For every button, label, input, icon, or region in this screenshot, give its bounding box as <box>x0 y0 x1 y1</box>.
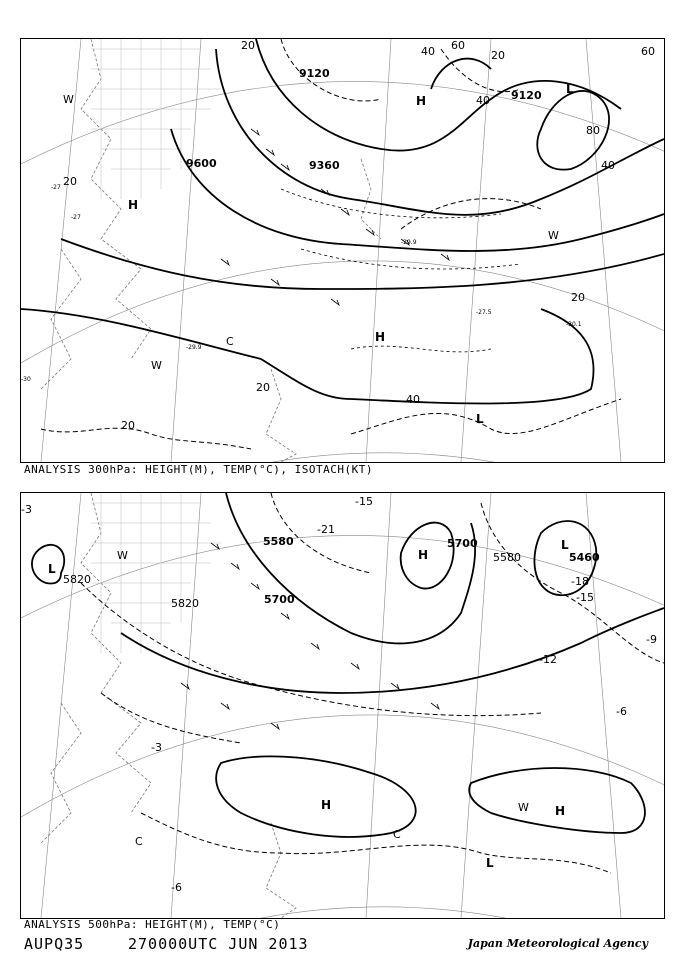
panel-caption: ANALYSIS 300hPa: HEIGHT(M), TEMP(°C), ISOTACH(KT) <box>24 463 374 476</box>
isotach-label: 20 <box>571 291 585 304</box>
pressure-center-low: L <box>486 856 494 870</box>
height-label: 5820 <box>171 597 199 610</box>
temperature-label: -6 <box>616 705 627 718</box>
height-contours <box>32 493 664 837</box>
cold-marker: C <box>393 828 401 841</box>
major-contours <box>21 309 594 403</box>
map-panel-500hpa <box>20 492 665 919</box>
temperature-label: -15 <box>576 591 594 604</box>
temperature-label: -3 <box>21 503 32 516</box>
isotach-label: 20 <box>491 49 505 62</box>
wind-barbs <box>221 129 449 305</box>
pressure-center-high: H <box>555 804 566 818</box>
temperature-label: -30 <box>21 376 31 383</box>
isotach-label: 60 <box>451 39 465 52</box>
isotherms <box>81 493 664 873</box>
height-label: 5580 <box>493 551 521 564</box>
isotach-label: 20 <box>63 175 77 188</box>
pressure-center-high: H <box>416 94 427 108</box>
temperature-label: -6 <box>171 881 182 894</box>
height-label: 9120 <box>299 67 330 80</box>
map-labels <box>21 495 657 894</box>
temperature-label: -27 <box>51 184 61 191</box>
panel-caption: ANALYSIS 500hPa: HEIGHT(M), TEMP(°C) <box>24 918 281 931</box>
temperature-label: -29.9 <box>186 344 202 351</box>
pressure-center-low: L <box>566 82 574 96</box>
pressure-center-low: L <box>476 412 484 426</box>
map-panel-300hpa <box>20 38 665 463</box>
height-label: 5820 <box>63 573 91 586</box>
warm-marker: W <box>117 549 128 562</box>
agency-name: Japan Meteorological Agency <box>467 937 648 950</box>
wind-barbs <box>181 543 439 729</box>
isotach-label: 80 <box>586 124 600 137</box>
isotach-label: 40 <box>601 159 615 172</box>
pressure-center-high: H <box>375 330 386 344</box>
temperature-label: -3 <box>151 741 162 754</box>
map-300hpa-svg <box>21 39 664 462</box>
temperature-label: -27 <box>71 214 81 221</box>
warm-marker: W <box>63 93 74 106</box>
land-grid <box>91 493 221 653</box>
height-label: 5700 <box>264 593 295 606</box>
map-labels <box>21 39 655 432</box>
pressure-center-low: L <box>48 562 56 576</box>
isotach-label: 60 <box>641 45 655 58</box>
temperature-label: -27.5 <box>476 309 492 316</box>
warm-marker: W <box>151 359 162 372</box>
temperature-label: -18 <box>571 575 589 588</box>
pressure-center-high: H <box>321 798 332 812</box>
height-label: 5700 <box>447 537 478 550</box>
cold-marker: C <box>226 335 234 348</box>
height-label: 9120 <box>511 89 542 102</box>
temperature-label: -15 <box>355 495 373 508</box>
height-label: 9360 <box>309 159 340 172</box>
temperature-label: -21 <box>317 523 335 536</box>
isotach-label: 20 <box>121 419 135 432</box>
valid-time: 270000UTC JUN 2013 <box>128 935 309 953</box>
temperature-label: -29.9 <box>401 239 417 246</box>
isotach-label: 40 <box>476 94 490 107</box>
isotach-label: 40 <box>421 45 435 58</box>
temperature-label: -9 <box>646 633 657 646</box>
warm-marker: W <box>548 229 559 242</box>
height-label: 5580 <box>263 535 294 548</box>
isotach-label: 20 <box>256 381 270 394</box>
pressure-center-high: H <box>418 548 429 562</box>
isotach-label: 20 <box>241 39 255 52</box>
cold-marker: C <box>135 835 143 848</box>
temperature-label: -30.1 <box>566 321 582 328</box>
warm-marker: W <box>518 801 529 814</box>
map-500hpa-svg <box>21 493 664 918</box>
land-grid <box>91 39 221 199</box>
height-label: 5460 <box>569 551 600 564</box>
pressure-center-low: L <box>561 538 569 552</box>
isotach-label: 40 <box>406 393 420 406</box>
temperature-label: -12 <box>539 653 557 666</box>
pressure-center-high: H <box>128 198 139 212</box>
chart-id: AUPQ35 <box>24 935 85 953</box>
height-label: 9600 <box>186 157 217 170</box>
